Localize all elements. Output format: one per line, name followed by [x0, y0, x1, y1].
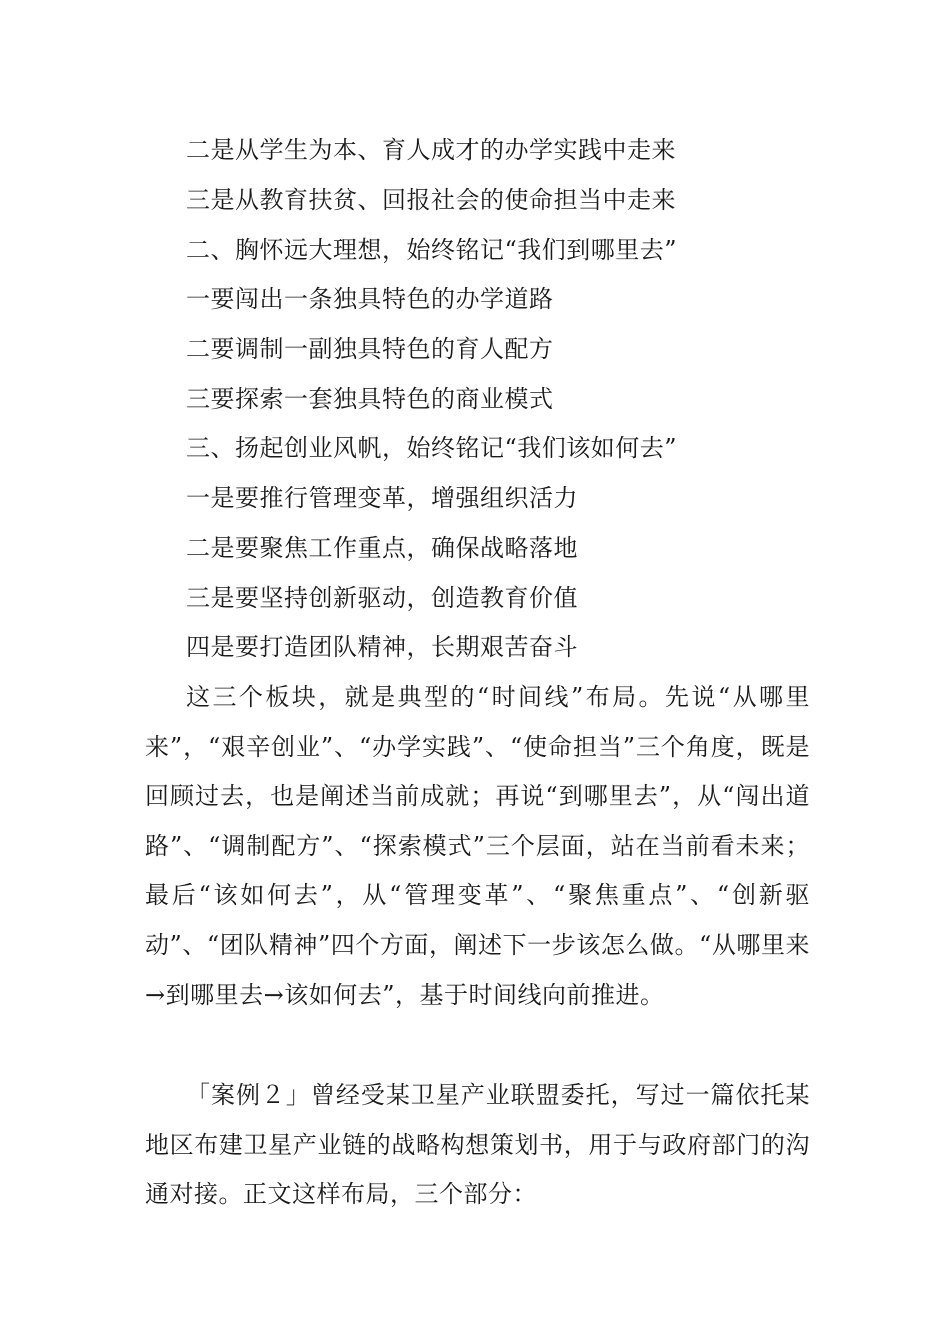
outline-item: 四是要打造团队精神，长期艰苦奋斗	[186, 633, 578, 661]
outline-item: 二是要聚焦工作重点，确保战略落地	[186, 534, 578, 562]
body-paragraph: 这三个板块，就是典型的“时间线”布局。先说“从哪里来”，“艰辛创业”、“办学实践”、“使命担当”三个角度，既是回顾过去，也是阐述当前成就；再说“到哪里去”，从“闯出道路”、“调制配方”、“探索模式”三个层面，站在当前看未来；最后“该如何去”，从“管理变革”、“聚焦重点”、“创新驱动”、“团队精神”四个方面，阐述下一步该怎么做。“从哪里来→到哪里去→该如何去”，基于时间线向前推进。	[145, 683, 810, 1009]
body-paragraph: 「案例２」曾经受某卫星产业联盟委托，写过一篇依托某地区布建卫星产业链的战略构想策划书，用于与政府部门的沟通对接。正文这样布局，三个部分：	[145, 1081, 810, 1209]
outline-item: 三是要坚持创新驱动，创造教育价值	[186, 584, 578, 612]
section-heading: 二、胸怀远大理想，始终铭记“我们到哪里去”	[186, 236, 678, 264]
outline-item: 三要探索一套独具特色的商业模式	[186, 385, 554, 413]
outline-item: 一要闯出一条独具特色的办学道路	[186, 285, 554, 313]
outline-item: 二要调制一副独具特色的育人配方	[186, 335, 554, 363]
section-heading: 三、扬起创业风帆，始终铭记“我们该如何去”	[186, 434, 678, 462]
outline-item: 一是要推行管理变革，增强组织活力	[186, 484, 578, 512]
outline-item: 三是从教育扶贫、回报社会的使命担当中走来	[186, 186, 676, 214]
outline-item: 二是从学生为本、育人成才的办学实践中走来	[186, 136, 676, 164]
